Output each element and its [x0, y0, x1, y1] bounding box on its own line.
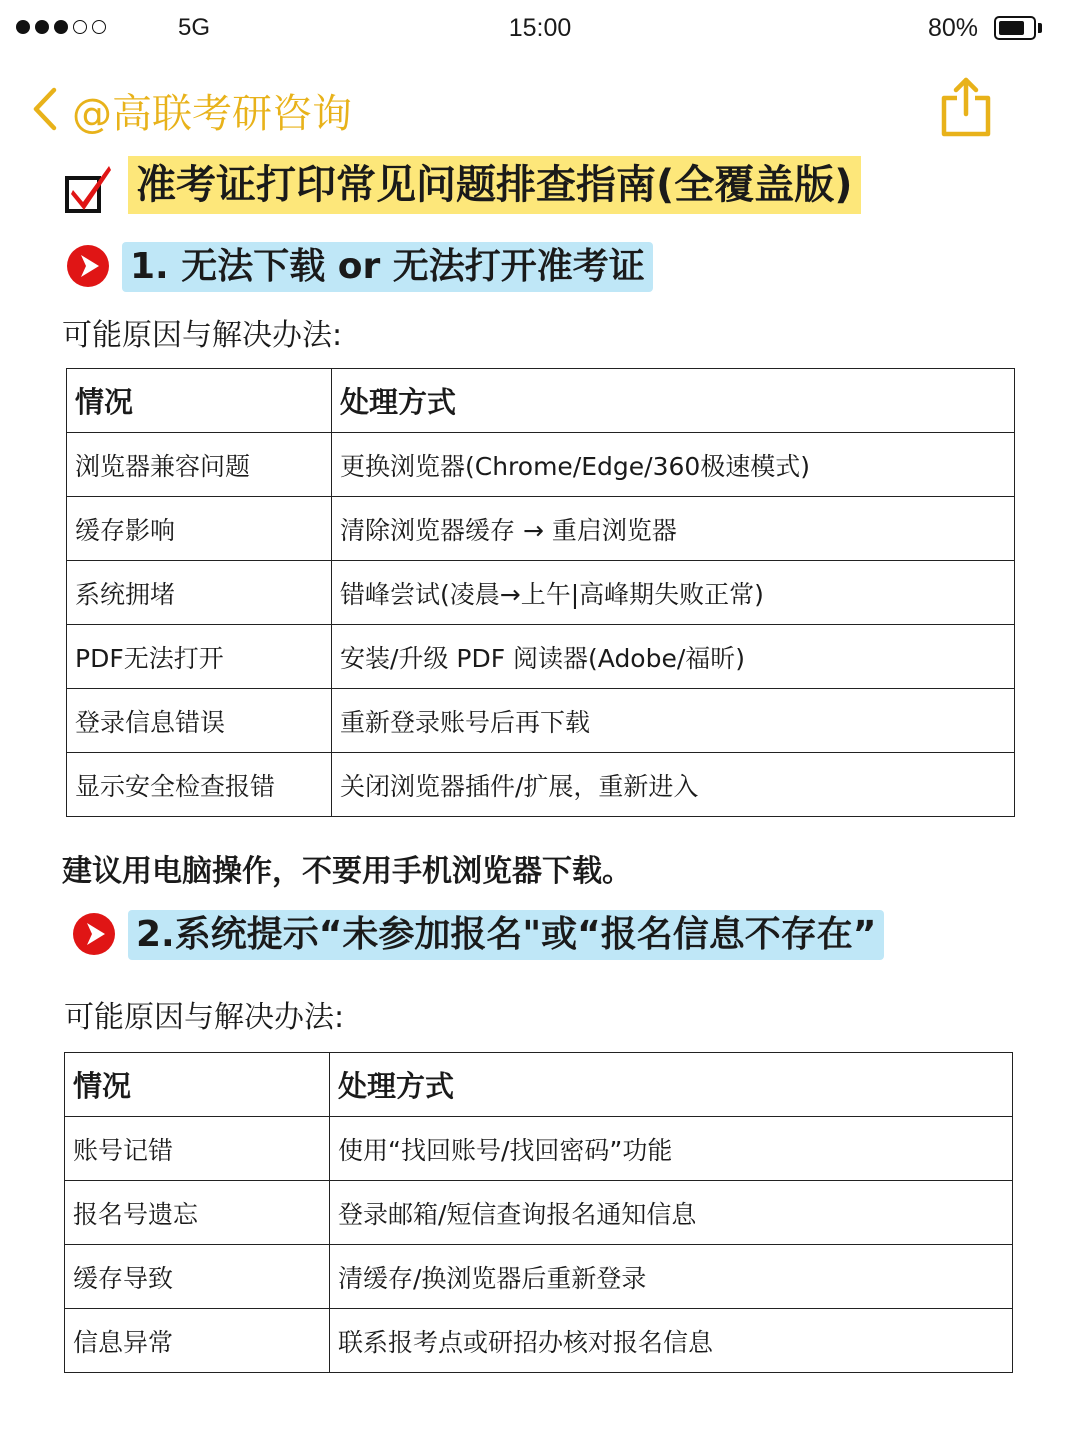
table-row: [65, 1181, 1013, 1245]
table-row: [67, 689, 1015, 753]
table-header: 处理方式: [330, 1053, 1013, 1117]
play-arrow-icon: [66, 244, 110, 288]
table-header-row: [67, 369, 1015, 433]
checked-box-icon: [64, 162, 114, 214]
table-row: [67, 433, 1015, 497]
table-row: [65, 1245, 1013, 1309]
table-cell: 浏览器兼容问题: [67, 433, 332, 497]
table-header: 处理方式: [332, 369, 1015, 433]
nav-title[interactable]: @高联考研咨询: [72, 91, 352, 137]
advice-note: 建议用电脑操作，不要用手机浏览器下载。: [62, 854, 632, 889]
network-type: 5G: [178, 14, 211, 41]
table-header: 情况: [67, 369, 332, 433]
share-icon[interactable]: [938, 76, 994, 138]
status-time: 15:00: [508, 14, 572, 42]
table-row: [67, 497, 1015, 561]
table-cell: 登录信息错误: [67, 689, 332, 753]
table-cell: 缓存导致: [65, 1245, 330, 1309]
table-cell: 安装/升级 PDF 阅读器(Adobe/福昕): [332, 625, 1015, 689]
play-arrow-icon: [72, 912, 116, 956]
table-cell: 关闭浏览器插件/扩展，重新进入: [332, 753, 1015, 817]
table-row: [67, 753, 1015, 817]
table-cell: 错峰尝试(凌晨→上午|高峰期失败正常): [332, 561, 1015, 625]
table-cell: 重新登录账号后再下载: [332, 689, 1015, 753]
section-title: 2.系统提示“未参加报名"或“报名信息不存在”: [128, 910, 884, 960]
table-cell: PDF无法打开: [67, 625, 332, 689]
table-cell: 更换浏览器(Chrome/Edge/360极速模式): [332, 433, 1015, 497]
table-cell: 登录邮箱/短信查询报名通知信息: [330, 1181, 1013, 1245]
table-cell: 联系报考点或研招办核对报名信息: [330, 1309, 1013, 1373]
section-title: 1. 无法下载 or 无法打开准考证: [122, 242, 653, 292]
table-cell: 清缓存/换浏览器后重新登录: [330, 1245, 1013, 1309]
table-row: [67, 561, 1015, 625]
battery-icon: [994, 16, 1036, 40]
page-title: 准考证打印常见问题排查指南(全覆盖版): [128, 156, 861, 214]
table-row: [65, 1117, 1013, 1181]
table-cell: 报名号遗忘: [65, 1181, 330, 1245]
battery-level-fill: [999, 21, 1024, 35]
table-cell: 缓存影响: [67, 497, 332, 561]
table-row: [67, 625, 1015, 689]
section-intro: 可能原因与解决办法:: [62, 318, 343, 353]
table-cell: 清除浏览器缓存 → 重启浏览器: [332, 497, 1015, 561]
table-cell: 显示安全检查报错: [67, 753, 332, 817]
table-cell: 账号记错: [65, 1117, 330, 1181]
table-cell: 信息异常: [65, 1309, 330, 1373]
battery-percentage: 80%: [928, 14, 979, 42]
section-intro: 可能原因与解决办法:: [64, 1000, 345, 1035]
nav-bar: [0, 70, 1080, 150]
solutions-table: [66, 368, 1015, 817]
table-row: [65, 1309, 1013, 1373]
solutions-table: [64, 1052, 1013, 1373]
status-bar: [0, 0, 1080, 62]
chevron-left-icon[interactable]: [28, 84, 64, 134]
table-cell: 使用“找回账号/找回密码”功能: [330, 1117, 1013, 1181]
table-header: 情况: [65, 1053, 330, 1117]
table-header-row: [65, 1053, 1013, 1117]
table-cell: 系统拥堵: [67, 561, 332, 625]
